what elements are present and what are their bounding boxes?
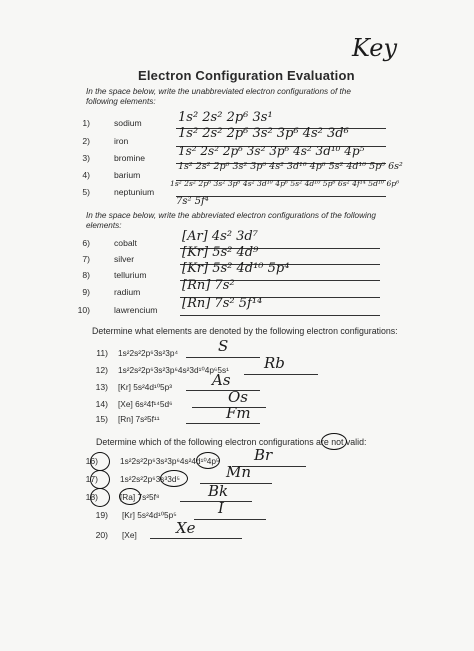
item-number: 3) [82,153,90,163]
answer-text: 1s² 2s² 2p⁶ 3s² 3p⁶ 4s² 3d¹⁰ 4p⁵ [178,144,365,158]
item-number: 19) [95,510,108,520]
error-circle-mark [196,452,220,469]
answer-line [180,501,252,502]
config-text: [Ra] 7s²5f⁸ [120,492,160,502]
error-circle-mark [119,488,141,505]
element-name: cobalt [114,238,137,248]
answer-text: Xe [176,519,196,537]
element-name: tellurium [114,270,147,280]
item-number: 2) [82,136,90,146]
answer-text: Fm [226,404,251,422]
element-name: lawrencium [114,305,158,315]
item-number: 11) [96,348,108,358]
item-number: 8) [82,270,90,280]
item-number: 7) [82,254,90,264]
answer-text: 1s² 2s² 2p⁶ 3s² 3p⁶ 4s² 3d¹⁰ 4p⁶ 5s² 4d¹⁰ 5p⁶ 6s² [178,161,403,172]
element-name: barium [114,170,141,180]
config-text: 1s²2s²2p⁶3s²3p⁴ [118,348,179,358]
answer-text: Rb [264,354,285,372]
item-number: 13) [95,382,108,392]
section2-instructions: In the space below, write the abbreviated electron configurations of the following elements: [86,211,376,230]
item-number: 9) [82,287,90,297]
item-number: 1) [82,118,90,128]
config-text: [Rn] 7s²5f¹¹ [118,414,160,424]
element-name: sodium [114,118,142,128]
answer-text: Mn [226,463,252,481]
answer-text: I [218,499,224,517]
answer-text: Bk [208,482,229,500]
page-title: Electron Configuration Evaluation [138,68,355,83]
answer-text: [Kr] 5s² 4d¹⁰ 5p⁴ [182,261,290,276]
item-number: 17) [85,474,98,484]
answer-text: Br [254,446,273,464]
not-circle-mark [321,433,347,450]
element-name: radium [114,287,141,297]
answer-text: As [212,371,231,389]
item-number: 20) [95,530,108,540]
item-number: 12) [95,365,108,375]
item-number: 6) [82,238,90,248]
answer-text-continued: 7s² 5f⁴ [176,196,209,207]
config-text: 1s²2s²2p⁶3s³3d⁵ [120,474,180,484]
element-name: bromine [114,153,146,163]
answer-text: [Kr] 5s² 4d⁹ [182,245,259,260]
item-number: 16) [85,456,98,466]
item-number: 5) [82,187,90,197]
error-circle-mark [160,470,188,487]
config-text: [Kr] 5s²4d¹⁰5p⁵ [122,510,177,520]
item-number: 10) [77,305,90,315]
item-number: 15) [95,414,108,424]
answer-text: 1s² 2s² 2p⁶ 3s¹ [178,110,273,125]
config-text: 1s²2s²2p⁶3s²3p⁶4s²3d¹⁰4p⁶5s¹ [118,365,229,375]
config-text: [Xe] [122,530,137,540]
element-name: iron [114,136,129,146]
answer-line [150,538,242,539]
answer-line [186,423,260,424]
section1-instructions: In the space below, write the unabbreviated electron configurations of the following elements: [86,87,351,106]
item-number: 14) [95,399,108,409]
answer-text: [Rn] 7s² 5f¹⁴ [182,296,263,311]
answer-text: [Ar] 4s² 3d⁷ [182,229,258,244]
answer-line [186,390,260,391]
answer-text: [Rn] 7s² [182,278,235,293]
answer-text: S [218,337,229,355]
answer-text: 1s² 2s² 2p⁶ 3s² 3p⁶ 4s² 3d¹⁰ 4p⁶ 5s² 4d¹⁰ 5p⁶ 6s² 4f¹⁴ 5d¹⁰ 6p⁶ [170,179,400,188]
key-label: Key [352,34,398,62]
answer-line [194,519,266,520]
answer-line [186,357,260,358]
config-text: [Xe] 6s²4f¹⁴5d⁶ [118,399,173,409]
item-number: 4) [82,170,90,180]
answer-text: 1s² 2s² 2p⁶ 3s² 3p⁶ 4s² 3d⁶ [178,126,349,141]
config-text: [Kr] 5s²4d¹⁰5p³ [118,382,173,392]
answer-line [244,374,318,375]
section4-instructions: Determine which of the following electron configurations are not valid: [96,437,367,447]
element-name: neptunium [114,187,155,197]
config-text: 1s²2s²2p⁶3s²3p⁶4s²4d¹⁰4p⁵ [120,456,220,466]
element-name: silver [114,254,135,264]
answer-line [180,315,380,316]
answer-text: Os [228,388,248,406]
item-number: 18) [85,492,98,502]
section3-instructions: Determine what elements are denoted by the following electron configurations: [92,326,398,336]
